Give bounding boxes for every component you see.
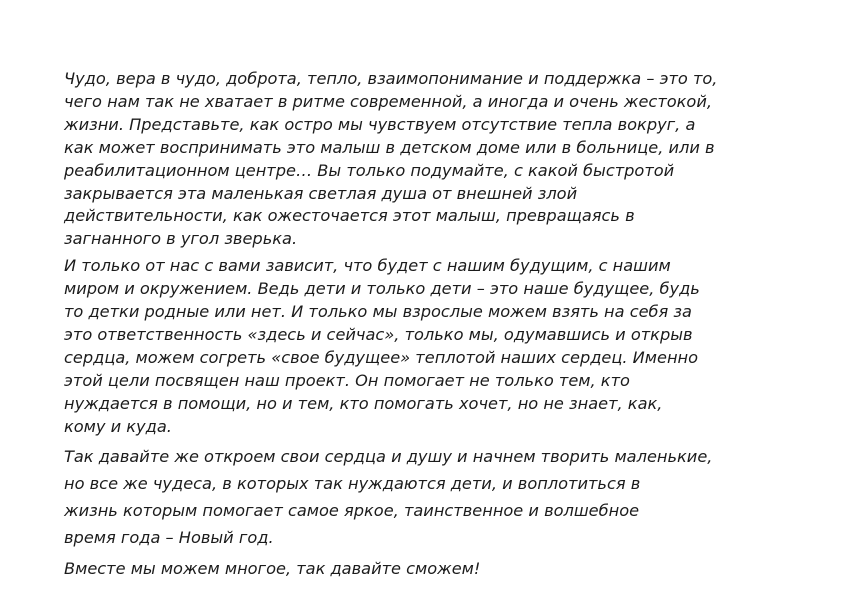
paragraph-line: реабилитационном центре… Вы только подумайте, с какой быстротой bbox=[64, 160, 675, 180]
paragraph-line: как может воспринимать это малыш в детском доме или в больнице, или в bbox=[64, 137, 715, 157]
paragraph-line: кому и куда. bbox=[64, 416, 172, 436]
paragraph-line: И только от нас с вами зависит, что будет с нашим будущим, с нашим bbox=[64, 256, 671, 276]
paragraph-line: то детки родные или нет. И только мы взрослые можем взять на себя за bbox=[64, 302, 692, 322]
paragraph-line: жизни. Представьте, как остро мы чувствуем отсутствие тепла вокруг, а bbox=[64, 114, 696, 134]
paragraph-line: Так давайте же откроем свои сердца и душу и начнем творить маленькие, bbox=[64, 446, 713, 466]
paragraph-line: закрывается эта маленькая светлая душа от внешней злой bbox=[64, 183, 578, 203]
document-body bbox=[64, 68, 784, 586]
paragraph-line: загнанного в угол зверька. bbox=[64, 229, 298, 249]
paragraph-line: чего нам так не хватает в ритме современной, а иногда и очень жестокой, bbox=[64, 91, 712, 111]
paragraph-line: действительности, как ожесточается этот малыш, превращаясь в bbox=[64, 206, 635, 226]
paragraph-line: но все же чудеса, в которых так нуждаются дети, и воплотиться в bbox=[64, 473, 641, 493]
paragraph-1 bbox=[64, 68, 784, 251]
paragraph-line: нуждается в помощи, но и тем, кто помогать хочет, но не знает, как, bbox=[64, 393, 663, 413]
paragraph-line: время года – Новый год. bbox=[64, 527, 274, 547]
paragraph-line: миром и окружением. Ведь дети и только дети – это наше будущее, будь bbox=[64, 279, 700, 299]
paragraph-line: Чудо, вера в чудо, доброта, тепло, взаимопонимание и поддержка – это то, bbox=[64, 69, 718, 88]
paragraph-4 bbox=[64, 555, 784, 582]
paragraph-line: это ответственность «здесь и сейчас», только мы, одумавшись и открыв bbox=[64, 324, 693, 344]
paragraph-line: Вместе мы можем многое, так давайте сможем! bbox=[64, 558, 481, 578]
paragraph-3 bbox=[64, 443, 784, 551]
paragraph-line: сердца, можем согреть «свое будущее» теплотой наших сердец. Именно bbox=[64, 347, 699, 367]
paragraph-2 bbox=[64, 255, 784, 438]
paragraph-line: жизнь которым помогает самое яркое, таинственное и волшебное bbox=[64, 500, 640, 520]
paragraph-line: этой цели посвящен наш проект. Он помогает не только тем, кто bbox=[64, 370, 630, 390]
